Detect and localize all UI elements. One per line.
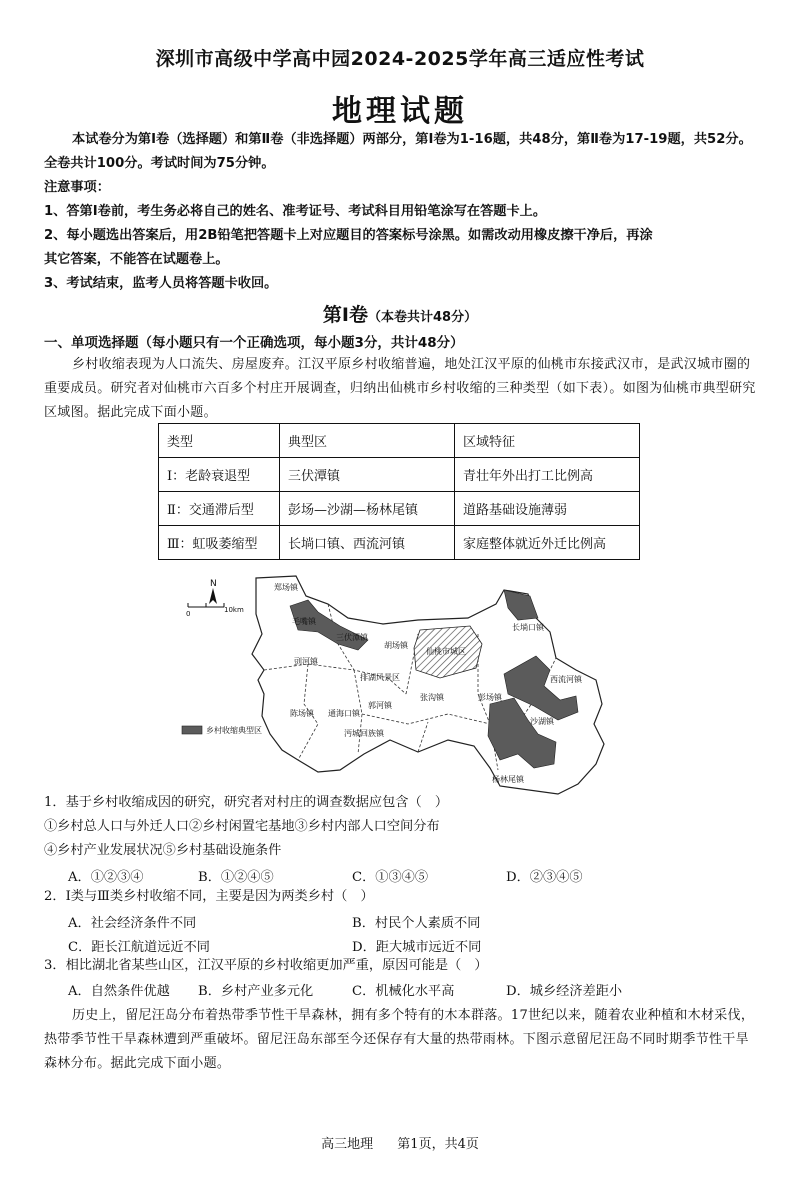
part-heading: 一、单项选择题（每小题只有一个正确选项，每小题3分，共计48分）	[44, 335, 464, 351]
svg-text:10km: 10km	[224, 606, 244, 614]
q3-option-b[interactable]: B．乡村产业多元化	[198, 984, 314, 999]
svg-text:N: N	[210, 579, 217, 589]
note-item: 3、考试结束，监考人员将答题卡收回。	[44, 276, 278, 291]
north-arrow-icon	[209, 579, 217, 604]
page-footer	[0, 1133, 800, 1152]
section-note: （本卷共计48分）	[367, 310, 478, 325]
table-header-row	[159, 424, 640, 458]
map-label: 剅河镇	[294, 657, 318, 666]
svg-text:乡村收缩典型区: 乡村收缩典型区	[206, 726, 262, 735]
table-row	[159, 458, 640, 492]
q1-option-a[interactable]: A．①②③④	[68, 870, 144, 885]
map-label: 沙湖镇	[530, 717, 554, 726]
map-legend	[182, 725, 262, 735]
table-cell: 长埫口镇、西流河镇	[280, 526, 455, 560]
map-label: 排湖风景区	[360, 673, 400, 682]
passage-2: 历史上，留尼汪岛分布着热带季节性干旱森林，拥有多个特有的木本群落。17世纪以来，随着农业种植和木材采伐，热带季节性干旱森林遭到严重破坏。留尼汪岛东部至今还保存有大量的热带雨林。下图示意留尼汪岛不同时期季节性干旱森林分布。据此完成下面小题。	[44, 1008, 755, 1071]
table-header: 区域特征	[455, 424, 640, 458]
passage-1: 乡村收缩表现为人口流失、房屋废弃。江汉平原乡村收缩普遍，地处江汉平原的仙桃市东接武汉市，是武汉城市圈的重要成员。研究者对仙桃市六百多个村庄开展调查，归纳出仙桃市乡村收缩的三种类型（如下表）。如图为仙桃市典型研究区域图。据此完成下面小题。	[44, 357, 756, 420]
note-item: 其它答案，不能答在试题卷上。	[44, 252, 229, 267]
q3-option-a[interactable]: A．自然条件优越	[68, 984, 170, 999]
table-header: 类型	[159, 424, 280, 458]
footer-page-number: 第1页，共4页	[397, 1137, 479, 1152]
question-1-line: ①乡村总人口与外迁人口②乡村闲置宅基地③乡村内部人口空间分布	[44, 819, 440, 834]
table-row	[159, 526, 640, 560]
map-label: 沔城回族镇	[344, 729, 384, 738]
q2-option-a[interactable]: A．社会经济条件不同	[68, 916, 197, 931]
question-2-stem: 2．Ⅰ类与Ⅲ类乡村收缩不同，主要是因为两类乡村（ ）	[44, 889, 374, 904]
map-label: 长埫口镇	[512, 623, 544, 632]
q2-option-d[interactable]: D．距大城市远近不同	[352, 940, 482, 955]
question-1-stem: 1．基于乡村收缩成因的研究，研究者对村庄的调查数据应包含（ ）	[44, 795, 449, 810]
table-cell: 家庭整体就近外迁比例高	[455, 526, 640, 560]
q3-option-d[interactable]: D．城乡经济差距小	[506, 984, 623, 999]
question-3-stem: 3．相比湖北省某些山区，江汉平原的乡村收缩更加严重，原因可能是（ ）	[44, 958, 488, 973]
table-row	[159, 492, 640, 526]
section-title: 第Ⅰ卷	[322, 304, 368, 326]
q2-option-c[interactable]: C．距长江航道远近不同	[68, 940, 210, 955]
table-cell: Ⅲ：虹吸萎缩型	[159, 526, 280, 560]
map-label: 张沟镇	[420, 693, 444, 702]
svg-text:0: 0	[186, 610, 191, 618]
note-item: 1、答第Ⅰ卷前，考生务必将自己的姓名、准考证号、考试科目用铅笔涂写在答题卡上。	[44, 204, 547, 219]
shrinkage-type-table	[158, 423, 640, 560]
map-label: 胡场镇	[384, 641, 408, 650]
q1-option-d[interactable]: D．②③④⑤	[506, 870, 583, 885]
table-cell: 道路基础设施薄弱	[455, 492, 640, 526]
subject-title: 地理试题	[332, 94, 468, 129]
notes-block	[44, 176, 756, 296]
q2-option-b[interactable]: B．村民个人素质不同	[352, 916, 481, 931]
table-cell: 青壮年外出打工比例高	[455, 458, 640, 492]
map-label: 三伏潭镇	[336, 633, 368, 642]
scale-bar	[186, 603, 244, 618]
map-label: 仙桃市城区	[426, 647, 466, 656]
map-label: 通海口镇	[328, 709, 360, 718]
exam-title: 深圳市高级中学高中园2024-2025学年高三适应性考试	[155, 48, 645, 70]
table-header: 典型区	[280, 424, 455, 458]
section-heading	[0, 300, 800, 327]
map-label: 郭河镇	[368, 701, 392, 710]
footer-subject: 高三地理	[321, 1137, 374, 1152]
map-label: 西流河镇	[550, 675, 582, 684]
question-1-line: ④乡村产业发展状况⑤乡村基础设施条件	[44, 843, 282, 858]
xiantao-map	[178, 574, 618, 798]
map-label: 陈场镇	[290, 709, 314, 718]
table-cell: 彭场—沙湖—杨林尾镇	[280, 492, 455, 526]
map-label: 毛嘴镇	[292, 617, 316, 626]
exam-intro: 本试卷分为第Ⅰ卷（选择题）和第Ⅱ卷（非选择题）两部分，第Ⅰ卷为1-16题，共48分，第Ⅱ卷为17-19题，共52分。全卷共计100分。考试时间为75分钟。	[44, 132, 752, 171]
table-cell: Ⅱ：交通滞后型	[159, 492, 280, 526]
map-label: 杨林尾镇	[492, 775, 524, 784]
table-cell: Ⅰ：老龄衰退型	[159, 458, 280, 492]
notes-heading: 注意事项：	[44, 180, 110, 195]
q1-option-b[interactable]: B．①②④⑤	[198, 870, 274, 885]
map-label: 彭场镇	[478, 693, 502, 702]
q3-option-c[interactable]: C．机械化水平高	[352, 984, 455, 999]
note-item: 2、每小题选出答案后，用2B铅笔把答题卡上对应题目的答案标号涂黑。如需改动用橡皮擦干净后，再涂	[44, 228, 653, 243]
table-cell: 三伏潭镇	[280, 458, 455, 492]
q1-option-c[interactable]: C．①③④⑤	[352, 870, 429, 885]
map-label: 郑场镇	[274, 583, 298, 592]
